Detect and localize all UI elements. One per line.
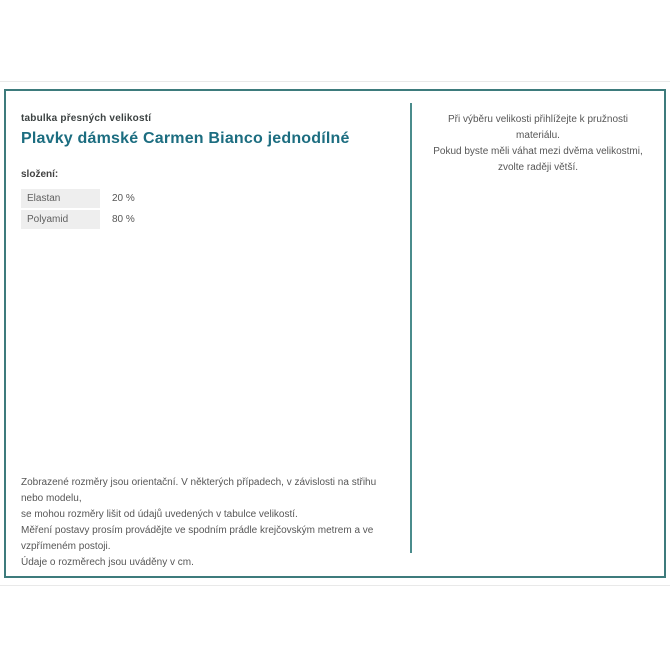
product-title: Plavky dámské Carmen Bianco jednodílné <box>21 130 350 147</box>
material-percent-cell: 20 % <box>112 193 135 204</box>
panel-heading: tabulka přesných velikostí <box>21 113 152 124</box>
top-separator <box>0 81 670 82</box>
material-name-cell: Polyamid <box>21 210 100 229</box>
disclaimer-line: Údaje o rozměrech jsou uváděny v cm. <box>21 557 194 568</box>
disclaimer-line: Zobrazené rozměry jsou orientační. V některých případech, v závislosti na střihu nebo modelu, <box>21 477 377 504</box>
product-info-column <box>6 91 410 576</box>
composition-label: složení: <box>21 169 59 180</box>
size-info-panel <box>4 89 666 578</box>
fit-advice-column <box>412 91 664 176</box>
material-name-cell: Elastan <box>21 189 100 208</box>
disclaimer-line: Měření postavy prosím provádějte ve spodním prádle krejčovským metrem a ve vzpřímeném postoji. <box>21 525 374 552</box>
disclaimer-line: se mohou rozměry lišit od údajů uvedených v tabulce velikostí. <box>21 509 298 520</box>
fit-advice-line: zvolte raději větší. <box>497 162 579 173</box>
bottom-separator <box>0 585 670 586</box>
material-percent-cell: 80 % <box>112 214 135 225</box>
fit-advice-line: Při výběru velikosti přihlížejte k pružnosti materiálu. <box>447 114 629 141</box>
fit-advice-line: Pokud byste měli váhat mezi dvěma velikostmi, <box>433 146 643 157</box>
composition-table <box>21 189 394 231</box>
table-row <box>21 210 394 229</box>
measurement-disclaimer <box>21 475 394 571</box>
table-row <box>21 189 394 208</box>
